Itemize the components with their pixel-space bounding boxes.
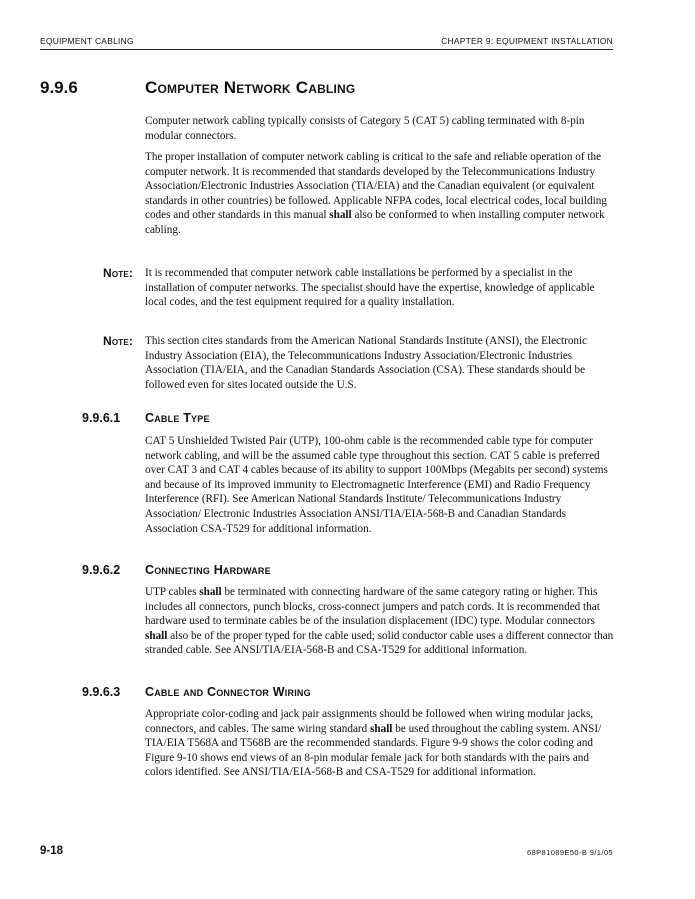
note-2: [103, 334, 615, 392]
subsection-text-cable-connector-wiring: Appropriate color-coding and jack pair assignments should be followed when wiring modular jacks, connectors, and cables. The same wiring standard shall be used throughout the cabling system. ANSI/ TIA/EIA T568A and T568B are the recommended standards. Figure 9-9 shows the color coding and Figure 9-10 shows end views of an 8-pin modular female jack for both standards with the pairs and colors identified. See ANSI/TIA/EIA-568-B and CSA-T529 for additional information.: [145, 708, 602, 779]
section-paragraph-2: The proper installation of computer network cabling is critical to the safe and reliable operation of the computer network. It is recommended that standards developed by the Telecommunications Industry Association/Electronic Industries Association (TIA/EIA) and the Canadian equivalent (or equivalent standards in other countries) be followed. Applicable NFPA codes, local electrical codes, local building codes and other standards in this manual shall also be conformed to when installing computer network cabling.: [145, 151, 607, 236]
note-label: Note:: [103, 266, 134, 280]
subsection-title-cable-connector-wiring: Cable and Connector Wiring: [145, 685, 311, 699]
document-id: 68P81089E50-B 9/1/05: [527, 848, 613, 857]
subsection-text-connecting-hardware: UTP cables shall be terminated with connecting hardware of the same category rating or higher. This includes all connectors, punch blocks, cross-connect jumpers and patch cords. It is recommended that hardware used to terminate cables be of the insulation displacement (IDC) type. Modular connectors shall also be of the proper typed for the cable used; solid conductor cable uses a different connector than stranded cable. See ANSI/TIA/EIA-568-B and CSA-T529 for additional information.: [145, 586, 614, 657]
running-header-right: CHAPTER 9: EQUIPMENT INSTALLATION: [441, 36, 613, 46]
section-number: 9.9.6: [40, 78, 78, 97]
note-label: Note:: [103, 334, 134, 348]
subsection-number-cable-type: 9.9.6.1: [82, 411, 121, 425]
subsection-text-cable-type: CAT 5 Unshielded Twisted Pair (UTP), 100-ohm cable is the recommended cable type for computer network cabling, and will be the assumed cable type throughout this section. CAT 5 cable is preferred over CAT 3 and CAT 4 cables because of its ability to support 100Mbps (Megabits per second) systems and because of its improved immunity to Electromagnetic Interference (EMI) and Radio Frequency Interference (RFI). See American National Standards Institute/ Telecommunications Industry Association/ Electronic Industries Association ANSI/TIA/EIA-568-B and Canadian Standards Association CSA-T529 for additional information.: [145, 435, 608, 535]
subsection-number-cable-connector-wiring: 9.9.6.3: [82, 685, 121, 699]
subsection-title-cable-type: Cable Type: [145, 411, 210, 425]
note-1: [103, 266, 615, 310]
subsection-title-connecting-hardware: Connecting Hardware: [145, 563, 271, 577]
subsection-number-connecting-hardware: 9.9.6.2: [82, 563, 121, 577]
section-title: Computer Network Cabling: [145, 78, 356, 97]
page-number: 9-18: [40, 845, 64, 857]
note-text: It is recommended that computer network cable installations be performed by a specialist in the installation of computer networks. The specialist should have the expertise, knowledge of applicable local codes, and the test equipment required for a quality installation.: [145, 267, 595, 309]
running-header-left: EQUIPMENT CABLING: [40, 36, 134, 46]
header-rule: [40, 49, 613, 50]
note-text: This section cites standards from the American National Standards Institute (ANSI), the Electronic Industry Association (EIA), the Telecommunications Industry Association/Electronic Industries Association (TIA/EIA, and the Canadian Standards Association (CSA). These standards should be followed even for sites located outside the U.S.: [145, 335, 588, 391]
section-paragraph-1: Computer network cabling typically consists of Category 5 (CAT 5) cabling terminated with 8-pin modular connectors.: [145, 115, 585, 142]
